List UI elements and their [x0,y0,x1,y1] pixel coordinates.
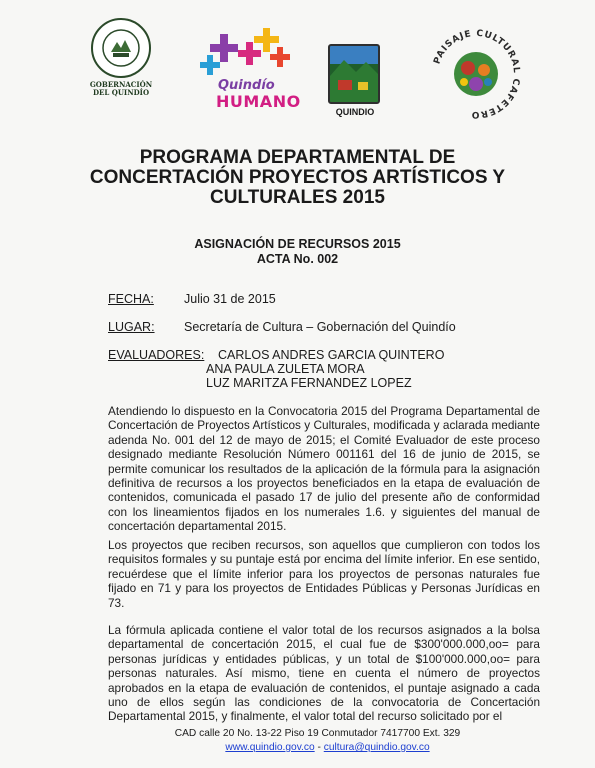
quindio-humano-logo [196,28,300,112]
paragraph-1: Atendiendo lo dispuesto en la Convocatoria 2015 del Programa Departamental de Concertación de Proyectos Artísticos y Culturales, modificada y aclarada mediante adenda No. 001 del 12 de mayo de 2015; el Comité Evaluador de este proceso designado mediante Resolución Número 001161 del 16 de junio de 2015, se permite comunicar los resultados de la aplicación de la fórmula para la asignación definitiva de recursos a los proyectos beneficiados en la etapa de evaluación de contenidos, comunicada el pasado 17 de julio del presente año de conformidad con los lineamientos fijados en los numerales 1.6. y siguientes del manual de concertación departamental 2015. [108,404,540,534]
footer-contacts [0,741,595,755]
evaluadores-label: EVALUADORES: [108,348,205,362]
lugar-field [108,320,456,334]
header-logos [0,14,595,124]
paragraph-3: La fórmula aplicada contiene el valor total de los recursos asignados a la bolsa departamental de concertación 2015, el cual fue de $300'000.000,oo= para personas jurídicas y entidades públicas, y un total de $100'000.000,oo= para personas naturales. Así mismo, tiene en cuenta el número de proyectos aprobados en la etapa de evaluación de contenidos, el puntaje asignado a cada uno de ellos según las condiciones de la convocatoria de Concertación Departamental 2015, y finalmente, el valor total del recurso solicitado por el [108,623,540,724]
footer-website-link[interactable]: www.quindio.gov.co [225,742,315,753]
footer-address: CAD calle 20 No. 13-22 Piso 19 Conmutador 7417700 Ext. 329 [174,728,461,739]
evaluador-3: LUZ MARITZA FERNANDEZ LOPEZ [206,376,412,390]
fecha-label: FECHA: [108,292,154,306]
title-line-2: CONCERTACIÓN PROYECTOS ARTÍSTICOS Y [89,167,506,188]
title-line-3: CULTURALES 2015 [210,187,385,208]
evaluador-1: CARLOS ANDRES GARCIA QUINTERO [218,348,445,362]
document-title [0,148,595,208]
gobernacion-seal-icon [91,18,151,78]
gobernacion-quindio-logo [80,18,162,97]
paisaje-cultural-cafetero-logo [426,24,526,124]
fecha-field [108,292,276,306]
paragraph-2: Los proyectos que reciben recursos, son aquellos que cumplieron con todos los requisitos formales y su puntaje está por encima del límite inferior. En ese sentido, recuérdese que el límite inferior para los proyectos de personas naturales fue fijado en 71 y para los proyectos de Entidades Públicas y Personas Jurídicas en 73. [108,538,540,610]
lugar-value: Secretaría de Cultura – Gobernación del Quindío [184,320,456,334]
quindio-landscape-icon [328,44,380,104]
quindio-cultura-logo [328,44,382,120]
footer-email-link[interactable]: cultura@quindio.gov.co [323,742,430,753]
subtitle-line-1: ASIGNACIÓN DE RECURSOS 2015 [194,237,401,251]
paisaje-cultural-cafetero-icon [426,24,526,124]
quindio-cultura-text: QUINDIO [335,107,375,117]
subtitle-line-2: ACTA No. 002 [256,252,339,266]
document-subtitle [0,237,595,267]
lugar-label: LUGAR: [108,320,155,334]
quindio-humano-text-2: HUMANO [216,92,301,111]
quindio-humano-crosses-icon [196,28,300,80]
title-line-1: PROGRAMA DEPARTAMENTAL DE [139,147,456,168]
footer-separator: - [317,742,321,753]
footer [0,727,595,755]
quindio-humano-text-1: Quindío [218,78,275,93]
fecha-value: Julio 31 de 2015 [184,292,276,306]
evaluador-2: ANA PAULA ZULETA MORA [206,362,365,376]
evaluadores-field [108,348,445,390]
gobernacion-logo-text-2: DEL QUINDÍO [92,88,150,97]
paisaje-ring-text: PAISAJE CULTURAL CAFETERO [432,28,522,120]
gobernacion-logo-text-1: GOBERNACIÓN [89,80,153,89]
